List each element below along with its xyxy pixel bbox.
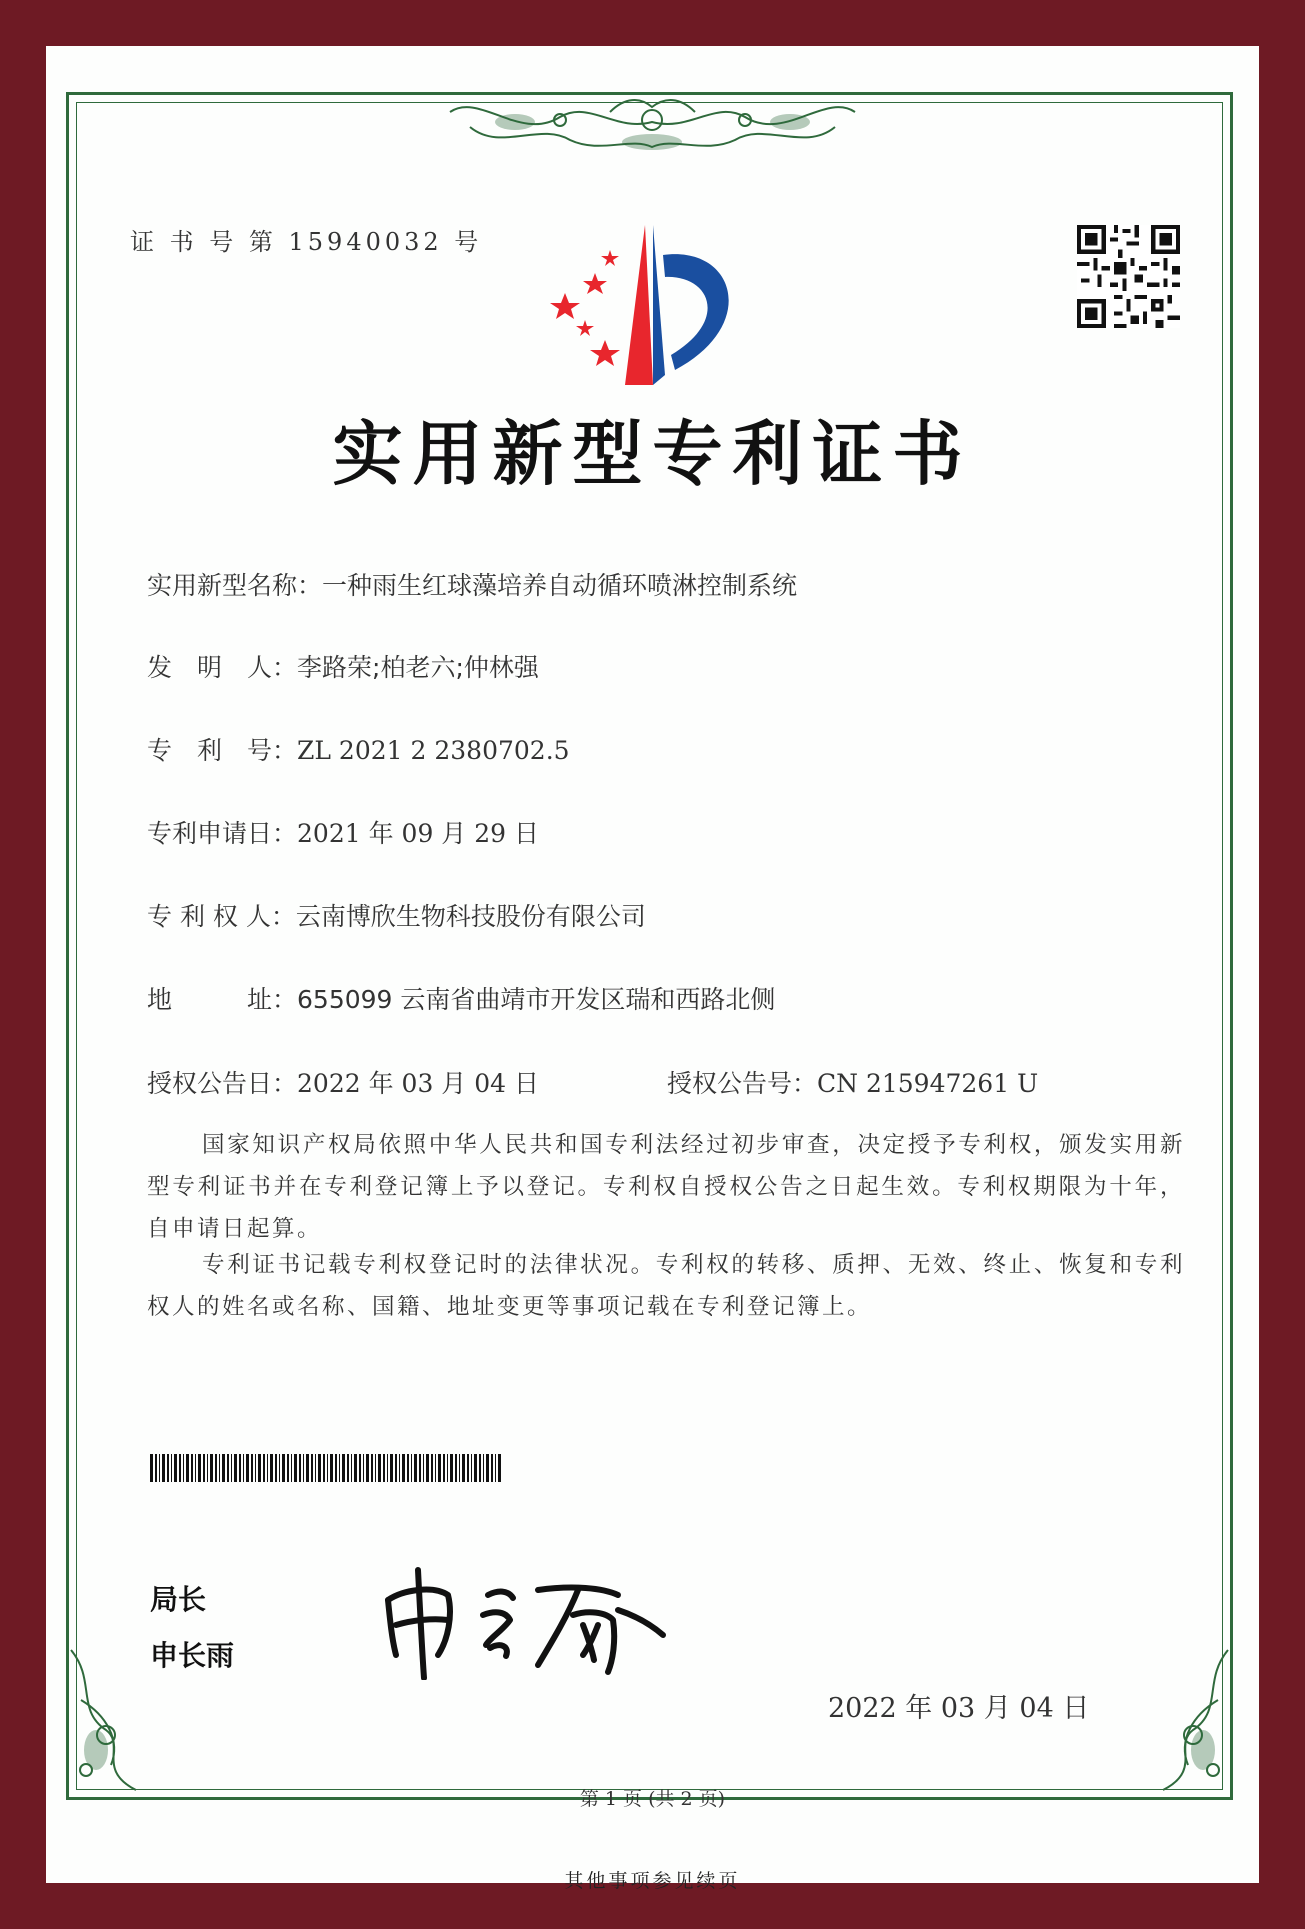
- field-grant-date: [147, 1064, 539, 1100]
- handwritten-signature: [378, 1560, 668, 1680]
- field-name-value: 一种雨生红球藻培养自动循环喷淋控制系统: [322, 571, 798, 600]
- field-patentee-value: 云南博欣生物科技股份有限公司: [295, 902, 646, 931]
- corner-ornament-left: [66, 1640, 156, 1800]
- field-inventor-label: 发 明 人：: [147, 653, 298, 682]
- certificate-number: 证 书 号 第 15940032 号: [130, 228, 483, 256]
- footer-note: 其他事项参见续页: [564, 1870, 741, 1892]
- corner-ornament-right: [1143, 1640, 1233, 1800]
- body-paragraph-2: 专利证书记载专利权登记时的法律状况。专利权的转移、质押、无效、终止、恢复和专利权人的姓名或名称、国籍、地址变更等事项记载在专利登记簿上。: [147, 1252, 1185, 1320]
- field-inventor-value: 李路荣;柏老六;仲林强: [297, 653, 539, 682]
- field-grant-no-value: CN 215947261 U: [817, 1069, 1039, 1098]
- patent-office-logo: [545, 215, 760, 385]
- field-name-label: 实用新型名称：: [147, 571, 323, 600]
- barcode: [150, 1454, 505, 1482]
- field-patent-no-label: 专 利 号：: [147, 736, 298, 765]
- field-patentee-label: 专 利 权 人：: [147, 902, 296, 931]
- field-patentee: [147, 897, 646, 933]
- field-filing-date-label: 专利申请日：: [147, 819, 298, 848]
- field-address-label: 地 址：: [147, 985, 298, 1014]
- body-paragraph-1: 国家知识产权局依照中华人民共和国专利法经过初步审查，决定授予专利权，颁发实用新型专利证书并在专利登记簿上予以登记。专利权自授权公告之日起生效。专利权期限为十年，自申请日起算。: [147, 1132, 1185, 1242]
- field-name: [147, 566, 797, 602]
- qr-code-icon: [1077, 225, 1180, 328]
- field-grant-no-label: 授权公告号：: [667, 1069, 818, 1098]
- field-filing-date-value: 2021 年 09 月 29 日: [297, 819, 539, 848]
- field-grant-date-value: 2022 年 03 月 04 日: [297, 1069, 539, 1098]
- field-patent-no-value: ZL 2021 2 2380702.5: [297, 736, 570, 765]
- field-grant-no: [667, 1064, 1038, 1100]
- field-inventor: [147, 648, 539, 684]
- field-grant-date-label: 授权公告日：: [147, 1069, 298, 1098]
- director-title: 局长: [150, 1583, 207, 1616]
- top-ornament: [440, 92, 865, 160]
- field-patent-no: [147, 731, 570, 767]
- field-filing-date: [147, 814, 539, 850]
- field-address: [147, 980, 775, 1016]
- signature-date: 2022 年 03 月 04 日: [828, 1693, 1090, 1724]
- field-address-value: 655099 云南省曲靖市开发区瑞和西路北侧: [297, 985, 776, 1014]
- page-number: 第 1 页 (共 2 页): [579, 1788, 726, 1810]
- director-name: 申长雨: [150, 1639, 235, 1672]
- certificate-title: 实用新型专利证书: [332, 413, 973, 495]
